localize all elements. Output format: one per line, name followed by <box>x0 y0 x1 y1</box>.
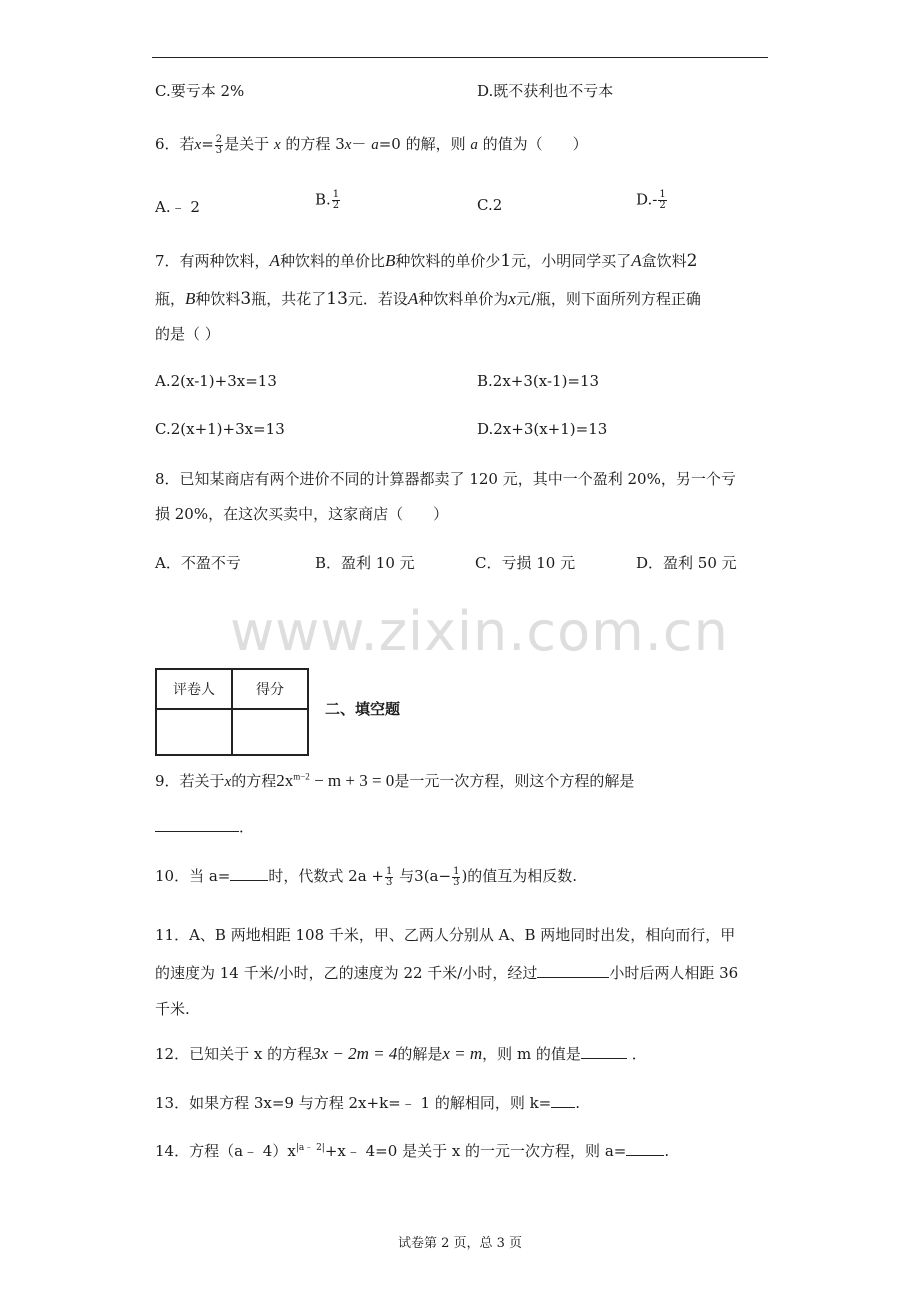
question-8-line-1: 8．已知某商店有两个进价不同的计算器都卖了 120 元，其中一个盈利 20%，另一个亏 <box>155 470 736 488</box>
question-8-line-2: 损 20%，在这次买卖中，这家商店（ ） <box>155 505 449 523</box>
q12-answer-blank[interactable] <box>581 1044 627 1059</box>
question-6: 6．若x= $\frac{2}{3}$ 是关于 x 的方程 3x－ a=0 的解，则 a 的值为（ ） <box>155 133 588 156</box>
question-7-line-2: 瓶，B种饮料3瓶，共花了13元．若设A种饮料单价为x元/瓶，则下面所列方程正确 <box>155 289 701 309</box>
watermark: www.zixin.com.cn <box>230 600 729 663</box>
q7-option-d: D.2x+3(x+1)=13 <box>477 420 608 438</box>
q8-option-b: B．盈利 10 元 <box>315 554 415 572</box>
question-10: 10．当 a= 时，代数式 2a + $\frac{1}{3}$ 与3(a− $\frac{1}{3}$ )的值互为相反数. <box>155 865 578 888</box>
q6-option-d: D.- $\frac{1}{2}$ <box>636 189 666 211</box>
question-9-answer-line: ． <box>155 816 254 837</box>
question-7-line-3: 的是（ ） <box>155 325 220 343</box>
q6-fraction: $\frac{2}{3}$ <box>215 133 223 156</box>
header-rule <box>152 57 768 58</box>
question-12: 12．已知关于 x 的方程3x − 2m = 4的解是x = m，则 m 的值是 ． <box>155 1044 647 1063</box>
question-11-line-3: 千米. <box>155 1000 190 1018</box>
question-9: 9．若关于x的方程$2x^{m-2} - m + 3 = 0$是一元一次方程，则这个方程的解是 <box>155 771 635 790</box>
q7-option-b: B.2x+3(x-1)=13 <box>477 372 600 390</box>
question-13: 13．如果方程 3x=9 与方程 2x+k=﹣ 1 的解相同，则 k= . <box>155 1094 581 1112</box>
question-7-line-1: 7．有两种饮料，A种饮料的单价比B种饮料的单价少1元，小明同学买了A盒饮料2 <box>155 251 698 271</box>
q6-option-b: B. $\frac{1}{2}$ <box>315 189 340 211</box>
q8-option-d: D．盈利 50 元 <box>636 554 737 572</box>
question-14: 14．方程（a﹣ $4)x^{|a﹣ 2|}+x﹣$ 4=0 是关于 x 的一元一次方程，则 a= . <box>155 1142 670 1160</box>
score-table <box>155 668 309 756</box>
q8-option-a: A．不盈不亏 <box>155 554 241 572</box>
reviewer-header: 评卷人 <box>156 669 232 709</box>
question-11-line-1: 11．A、B 两地相距 108 千米，甲、乙两人分别从 A、B 两地同时出发，相向而行，甲 <box>155 926 736 944</box>
q7-option-c: C.2(x+1)+3x=13 <box>155 420 285 438</box>
score-header: 得分 <box>232 669 308 709</box>
q5-option-d: D.既不获利也不亏本 <box>477 82 614 100</box>
section-title: 二、填空题 <box>325 700 401 718</box>
q7-option-a: A.2(x-1)+3x=13 <box>155 372 277 390</box>
q5-option-c: C.要亏本 2% <box>155 82 245 100</box>
q6-option-c: C.2 <box>477 196 503 214</box>
q14-answer-blank[interactable] <box>626 1141 664 1156</box>
page-footer: 试卷第 2 页，总 3 页 <box>397 1236 523 1251</box>
q8-option-c: C．亏损 10 元 <box>475 554 576 572</box>
q13-answer-blank[interactable] <box>551 1093 575 1108</box>
q9-answer-blank[interactable] <box>155 817 239 832</box>
q6-option-a: A.﹣ 2 <box>155 198 200 216</box>
question-11-line-2: 的速度为 14 千米/小时，乙的速度为 22 千米/小时，经过 小时后两人相距 36 <box>155 964 739 982</box>
q11-answer-blank[interactable] <box>537 963 609 978</box>
q10-answer-blank[interactable] <box>230 866 268 881</box>
reviewer-cell[interactable] <box>156 709 232 755</box>
score-cell[interactable] <box>232 709 308 755</box>
